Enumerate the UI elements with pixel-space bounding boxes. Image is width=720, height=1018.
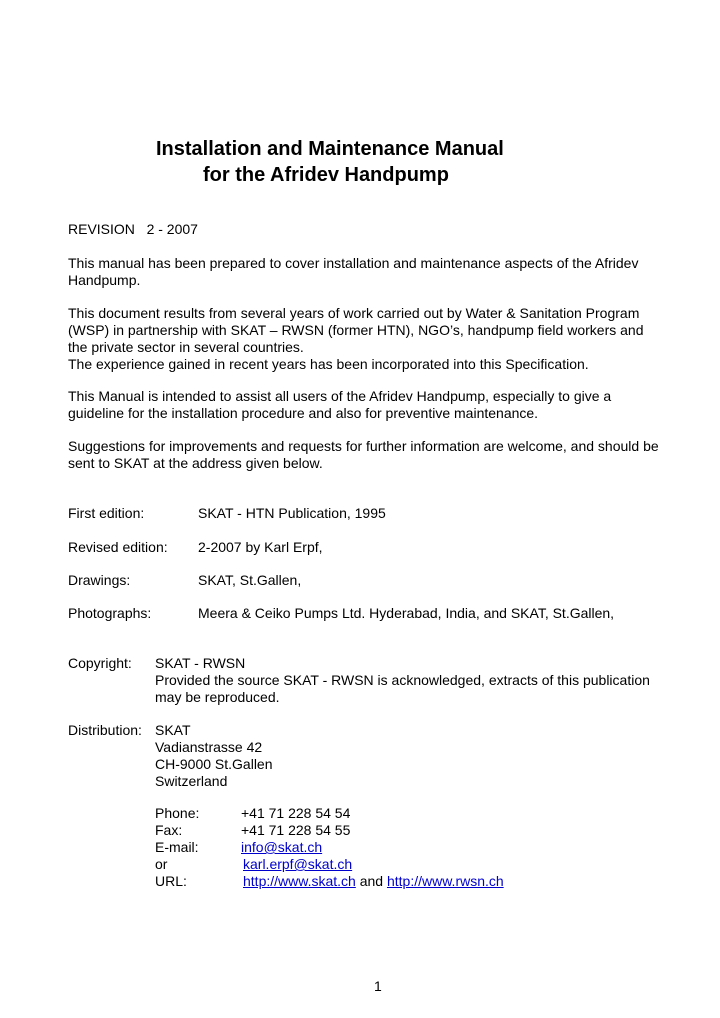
email2-link[interactable]: karl.erpf@skat.ch (243, 856, 353, 872)
assist-paragraph (68, 388, 698, 422)
text-line: The experience gained in recent years has been incorporated into this Specification. (68, 356, 589, 372)
text-line: may be reproduced. (155, 689, 280, 705)
url-line (243, 873, 504, 889)
text-line: the private sector in several countries. (68, 339, 304, 355)
or-label: or (155, 856, 168, 872)
edition-value: SKAT, St.Gallen, (198, 572, 302, 588)
email-link[interactable]: info@skat.ch (241, 839, 323, 855)
rwsn-url-link[interactable]: http://www.rwsn.ch (386, 873, 504, 889)
edition-value: SKAT - HTN Publication, 1995 (198, 505, 386, 521)
document-title-line1: Installation and Maintenance Manual (156, 138, 504, 160)
distribution-label: Distribution: (68, 722, 142, 738)
skat-url-link[interactable]: http://www.skat.ch (243, 873, 356, 889)
copyright-label: Copyright: (68, 655, 132, 671)
suggestions-paragraph (68, 438, 698, 472)
url-label: URL: (155, 873, 187, 889)
text-line: sent to SKAT at the address given below. (68, 455, 323, 471)
intro-paragraph (68, 255, 698, 289)
distribution-address (155, 722, 273, 790)
text-line: SKAT (155, 722, 191, 738)
phone-label: Phone: (155, 805, 200, 821)
results-paragraph (68, 305, 698, 373)
edition-label: Revised edition: (68, 539, 168, 555)
text-line: CH-9000 St.Gallen (155, 756, 273, 772)
text-line: guideline for the installation procedure and also for preventive maintenance. (68, 405, 539, 421)
text-line: (WSP) in partnership with SKAT – RWSN (former HTN), NGO’s, handpump field workers and (68, 322, 644, 338)
text-line: Switzerland (155, 773, 228, 789)
revision-label: REVISION 2 - 2007 (68, 221, 198, 237)
text-line: SKAT - RWSN (155, 655, 246, 671)
text-line: This manual has been prepared to cover installation and maintenance aspects of the Afridev (68, 255, 639, 271)
text-line: Provided the source SKAT - RWSN is acknowledged, extracts of this publication (155, 672, 650, 688)
edition-value: 2-2007 by Karl Erpf, (198, 539, 323, 555)
copyright-block (155, 655, 650, 706)
edition-label: Photographs: (68, 605, 152, 621)
text-line: This document results from several years of work carried out by Water & Sanitation Program (68, 305, 640, 321)
text-line: Suggestions for improvements and requests for further information are welcome, and should be (68, 438, 659, 454)
text-line: This Manual is intended to assist all users of the Afridev Handpump, especially to give a (68, 388, 612, 404)
fax-label: Fax: (155, 822, 183, 838)
text-line: Handpump. (68, 272, 141, 288)
edition-label: First edition: (68, 505, 145, 521)
edition-value: Meera & Ceiko Pumps Ltd. Hyderabad, India, and SKAT, St.Gallen, (198, 605, 615, 621)
text-line: Vadianstrasse 42 (155, 739, 263, 755)
phone-value: +41 71 228 54 54 (241, 805, 351, 821)
fax-value: +41 71 228 54 55 (241, 822, 351, 838)
and-text: and (359, 873, 384, 889)
edition-label: Drawings: (68, 572, 131, 588)
page-number: 1 (374, 978, 382, 994)
document-title-line2: for the Afridev Handpump (203, 164, 449, 186)
email-label: E-mail: (155, 839, 199, 855)
